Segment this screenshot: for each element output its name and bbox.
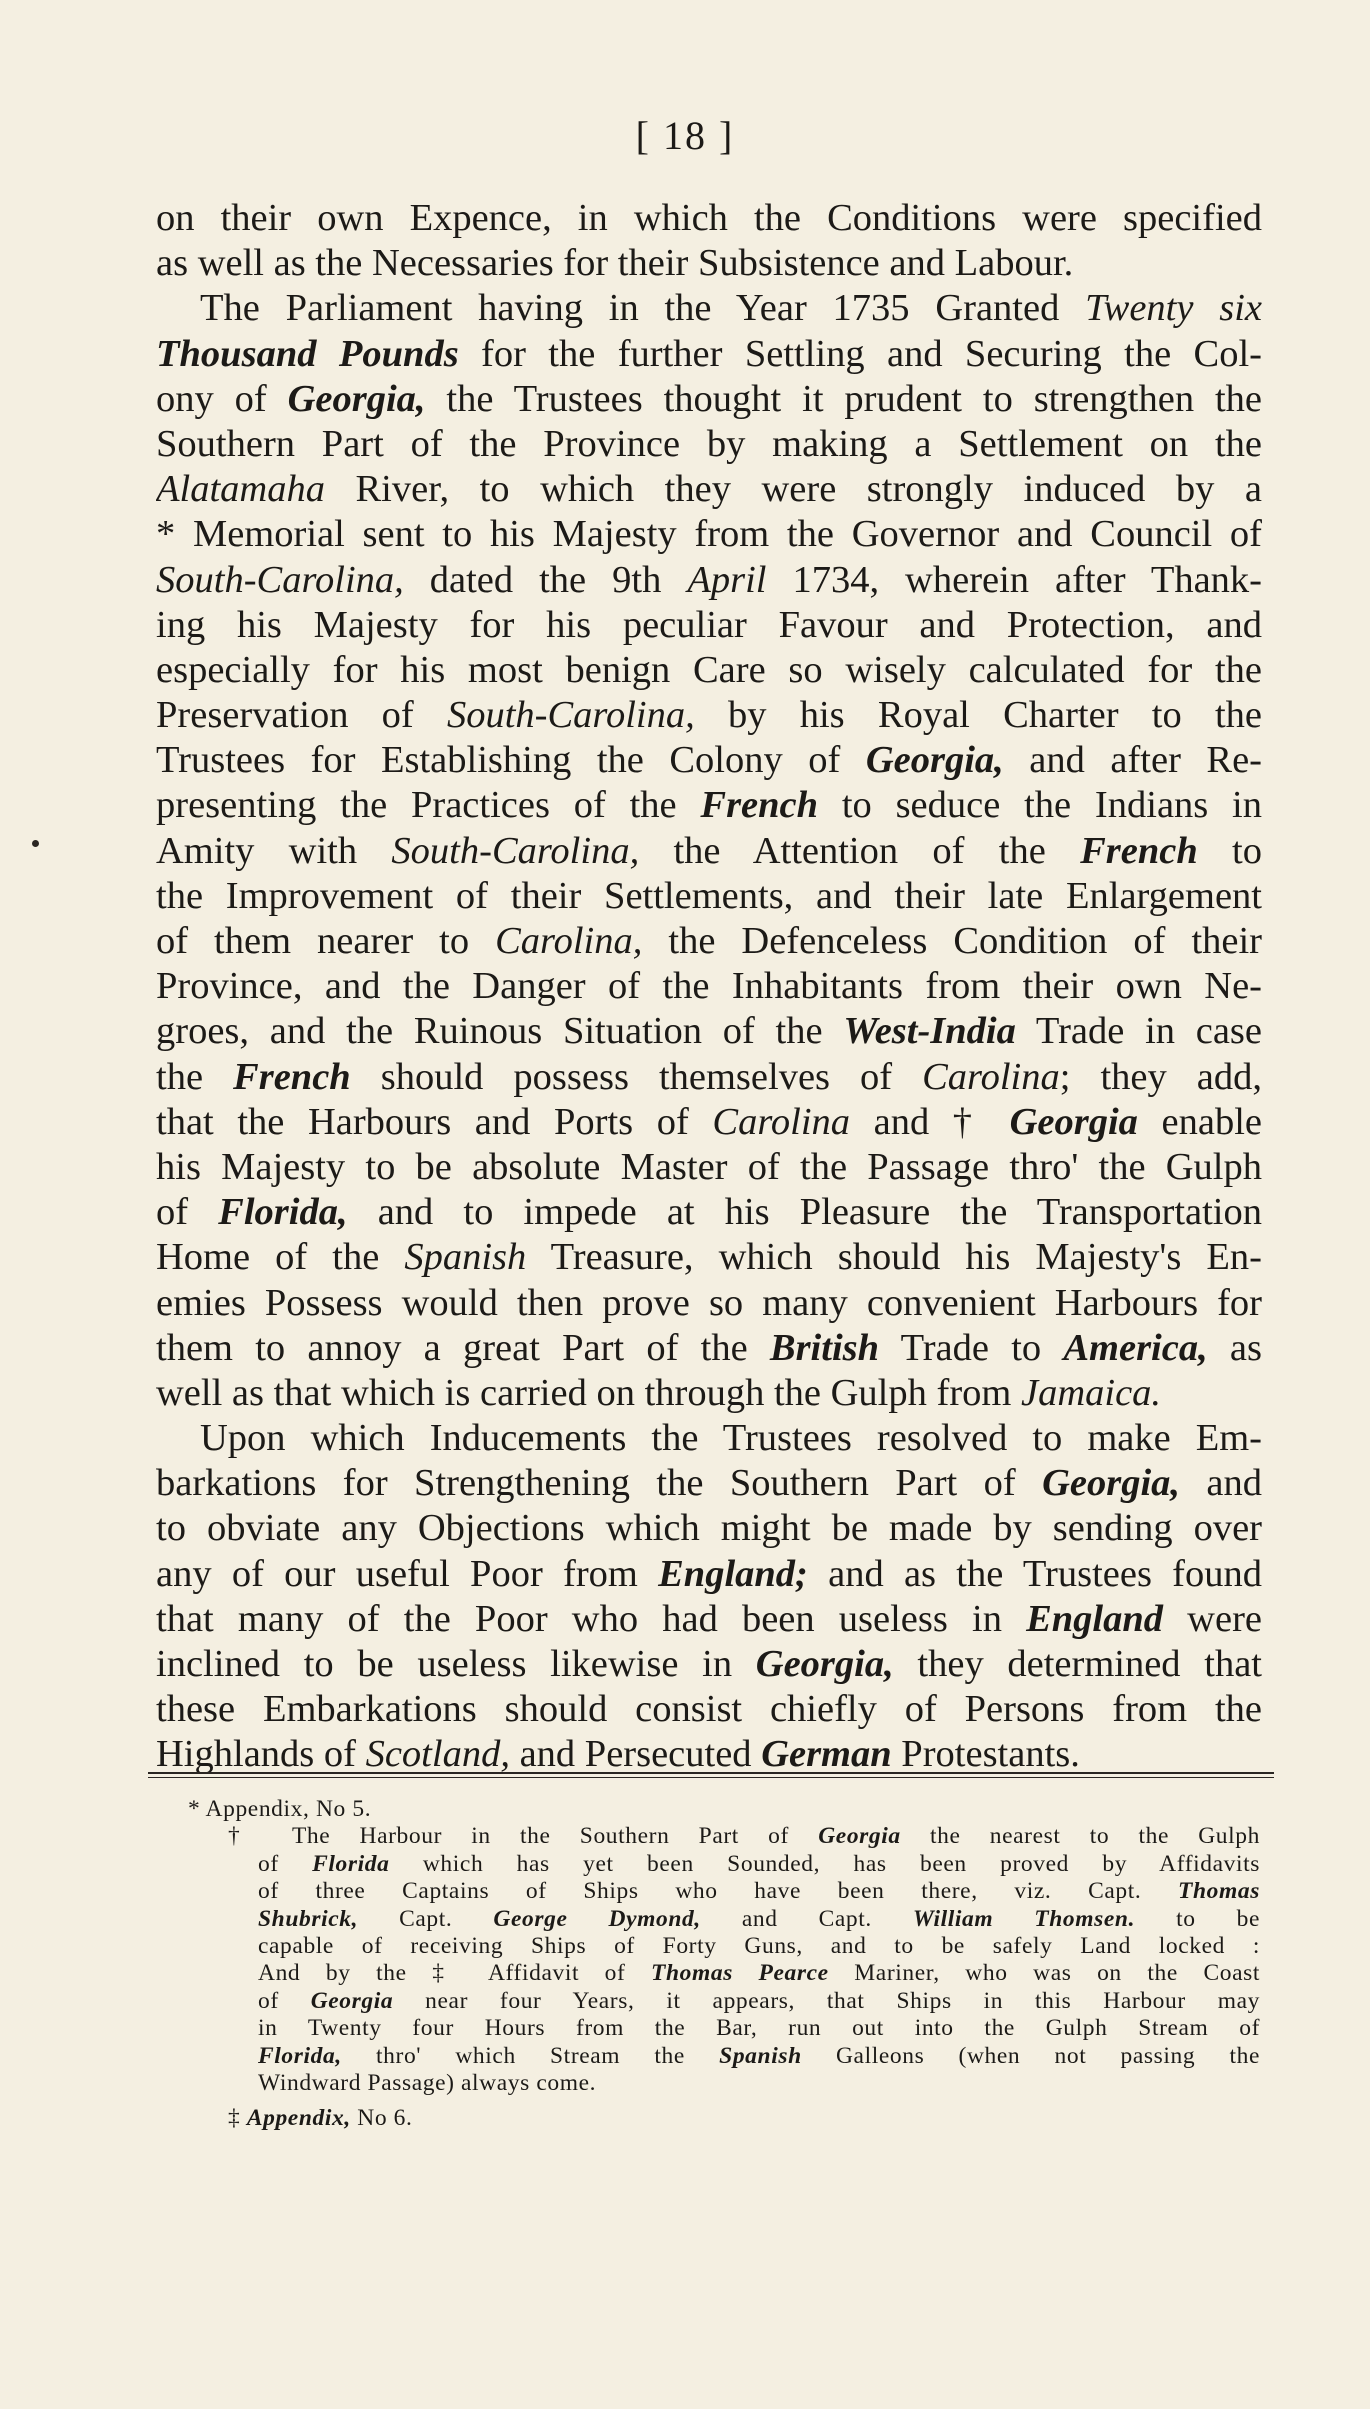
text-line: Highlands of Scotland, and Persecuted German Protestants.: [156, 1733, 1080, 1776]
text-line: barkations for Strengthening the Southern Part of Georgia, and: [156, 1462, 1262, 1505]
footnote-line: capable of receiving Ships of Forty Guns, and to be safely Land locked :: [258, 1932, 1260, 1959]
text-line: well as that which is carried on through the Gulph from Jamaica.: [156, 1371, 1162, 1414]
text-line: presenting the Practices of the French to seduce the Indians in: [156, 784, 1262, 827]
text-line: Upon which Inducements the Trustees resolved to make Em-: [200, 1417, 1262, 1460]
text-line: Alatamaha River, to which they were strongly induced by a: [156, 468, 1262, 511]
footnote-line: of Georgia near four Years, it appears, that Ships in this Harbour may: [258, 1987, 1260, 2014]
text-line: these Embarkations should consist chiefly of Persons from the: [156, 1688, 1262, 1731]
footnote-line: And by the ‡ Affidavit of Thomas Pearce Mariner, who was on the Coast: [258, 1960, 1260, 1987]
text-line: that many of the Poor who had been useless in England were: [156, 1597, 1262, 1640]
text-line: Province, and the Danger of the Inhabitants from their own Ne-: [156, 965, 1262, 1008]
footnote-line: † The Harbour in the Southern Part of Georgia the nearest to the Gulph: [228, 1823, 1260, 1850]
footnote-line: * Appendix, No 5.: [188, 1796, 372, 1822]
text-line: * Memorial sent to his Majesty from the Governor and Council of: [156, 513, 1262, 556]
text-line: them to annoy a great Part of the British Trade to America, as: [156, 1326, 1262, 1369]
text-line: any of our useful Poor from England; and as the Trustees found: [156, 1552, 1262, 1595]
text-line: the Improvement of their Settlements, and their late Enlargement: [156, 874, 1262, 917]
text-line: Preservation of South-Carolina, by his Royal Charter to the: [156, 694, 1262, 737]
text-line: his Majesty to be absolute Master of the Passage thro' the Gulph: [156, 1145, 1262, 1188]
text-line: Home of the Spanish Treasure, which should his Majesty's En-: [156, 1236, 1262, 1279]
text-line: especially for his most benign Care so wisely calculated for the: [156, 648, 1262, 691]
text-line: ing his Majesty for his peculiar Favour and Protection, and: [156, 603, 1262, 646]
text-line: inclined to be useless likewise in Georgia, they determined that: [156, 1643, 1262, 1685]
text-line: on their own Expence, in which the Conditions were specified: [156, 197, 1262, 239]
text-line: ony of Georgia, the Trustees thought it prudent to strengthen the: [156, 377, 1262, 420]
footnote-line: Shubrick, Capt. George Dymond, and Capt. William Thomsen. to be: [258, 1905, 1260, 1932]
footnote-divider-thin: [148, 1777, 1274, 1778]
ink-speck: [32, 840, 39, 847]
text-line: Southern Part of the Province by making a Settlement on the: [156, 422, 1262, 465]
footnote-line: in Twenty four Hours from the Bar, run out into the Gulph Stream of: [258, 2015, 1260, 2042]
text-line: The Parliament having in the Year 1735 Granted Twenty six: [200, 287, 1262, 330]
text-line: that the Harbours and Ports of Carolina and † Georgia enable: [156, 1100, 1262, 1143]
footnote-line: ‡ Appendix, No 6.: [228, 2105, 413, 2132]
text-line: emies Possess would then prove so many convenient Harbours for: [156, 1281, 1262, 1324]
footnote-line: of three Captains of Ships who have been there, viz. Capt. Thomas: [258, 1878, 1260, 1905]
footnotes: [188, 1796, 1260, 2133]
footnote-line: Florida, thro' which Stream the Spanish Galleons (when not passing the: [258, 2042, 1260, 2069]
footnote-divider: [148, 1772, 1274, 1774]
main-text: [156, 196, 1262, 1778]
text-line: as well as the Necessaries for their Subsistence and Labour.: [156, 242, 1074, 285]
text-line: Trustees for Establishing the Colony of Georgia, and after Re-: [156, 739, 1262, 782]
footnote-line: Windward Passage) always come.: [258, 2069, 597, 2096]
text-line: the French should possess themselves of Carolina; they add,: [156, 1055, 1262, 1098]
text-line: groes, and the Ruinous Situation of the West-India Trade in case: [156, 1010, 1262, 1053]
text-line: Amity with South-Carolina, the Attention of the French to: [156, 829, 1262, 872]
footnote-line: of Florida which has yet been Sounded, has been proved by Affidavits: [258, 1850, 1260, 1877]
text-line: of Florida, and to impede at his Pleasure the Transportation: [156, 1191, 1262, 1234]
text-line: to obviate any Objections which might be made by sending over: [156, 1507, 1262, 1550]
text-line: South-Carolina, dated the 9th April 1734, wherein after Thank-: [156, 558, 1262, 601]
text-line: Thousand Pounds for the further Settling and Securing the Col-: [156, 332, 1262, 375]
page-number: [ 18 ]: [635, 113, 735, 158]
text-line: of them nearer to Carolina, the Defenceless Condition of their: [156, 920, 1262, 962]
